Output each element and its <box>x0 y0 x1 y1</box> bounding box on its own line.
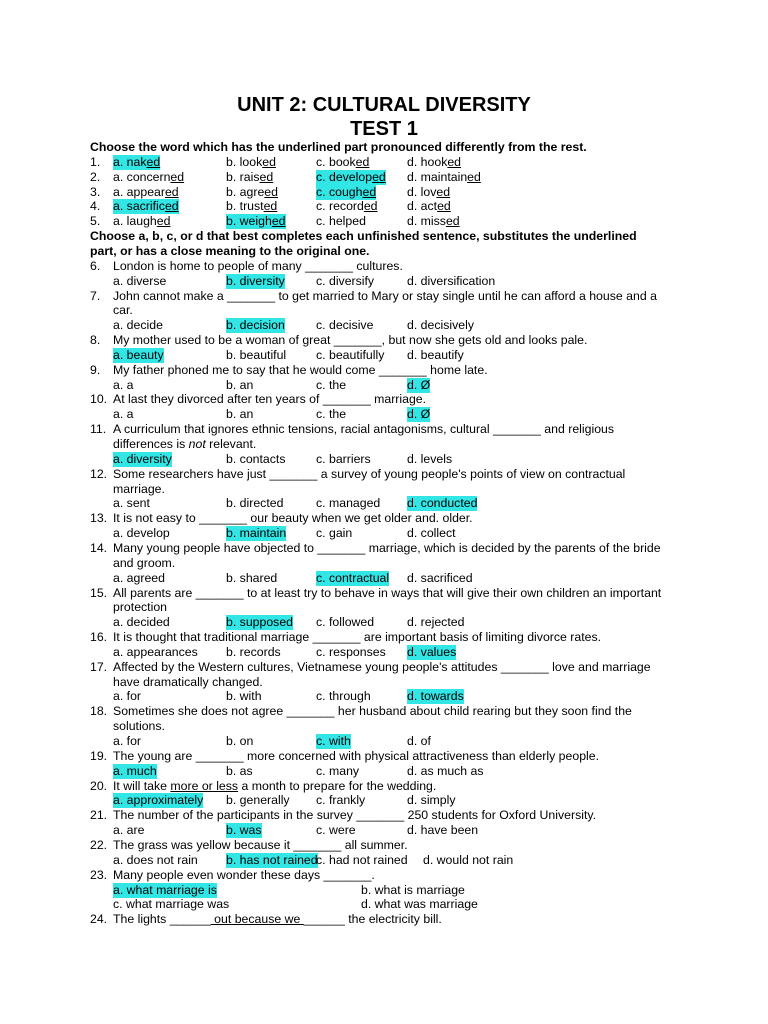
answer-option-b[interactable]: b. looked <box>226 154 276 169</box>
question-number: 19. <box>90 748 108 763</box>
answer-option-d[interactable]: d. of <box>407 734 431 748</box>
answer-option-d[interactable]: d. what was marriage <box>361 897 478 912</box>
answer-options <box>113 823 673 838</box>
answer-option-c[interactable]: c. beautifully <box>316 347 385 362</box>
answer-options <box>113 214 673 229</box>
answer-option-d[interactable]: d. maintained <box>407 169 481 184</box>
answer-option-c[interactable]: c. followed <box>316 615 375 630</box>
answer-options <box>113 155 673 170</box>
answer-options <box>113 185 673 200</box>
answer-option-d[interactable]: d. would not rain <box>423 852 514 867</box>
question-text: It is thought that traditional marriage _______ are important basis of limiting divorce rates. <box>113 630 602 645</box>
answer-options <box>113 645 673 660</box>
question-number: 2. <box>90 169 101 184</box>
question-text: The grass was yellow because it _______ all summer. <box>113 837 408 852</box>
document-title: UNIT 2: CULTURAL DIVERSITY <box>237 94 531 116</box>
answer-option-c[interactable]: c. were <box>316 823 356 838</box>
question-text: At last they divorced after ten years of _______ marriage. <box>113 392 427 407</box>
question-number: 9. <box>90 362 101 377</box>
answer-option-b[interactable]: b. maintain <box>226 526 287 541</box>
answer-option-d[interactable]: d. conducted <box>407 496 478 511</box>
question-number: 22. <box>90 837 108 852</box>
answer-options <box>113 897 673 912</box>
answer-option-a[interactable]: a. approximately <box>113 793 204 808</box>
answer-option-b[interactable]: b. agreed <box>226 184 278 199</box>
answer-option-c[interactable]: c. booked <box>316 154 370 169</box>
question-number: 7. <box>90 288 101 303</box>
question-number: 21. <box>90 808 108 823</box>
underlined-part: ed <box>467 169 481 184</box>
answer-option-b[interactable]: b. contacts <box>226 451 286 466</box>
answer-options <box>113 793 673 808</box>
question-number: 3. <box>90 184 101 199</box>
underlined-part: ed <box>262 154 276 169</box>
answer-option-a[interactable]: a. laughed <box>113 214 171 229</box>
answer-option-a[interactable]: a. does not rain <box>113 852 198 867</box>
answer-option-c[interactable]: c. contractual <box>316 570 390 585</box>
question-number: 20. <box>90 778 108 793</box>
answer-option-a[interactable]: a. are <box>113 823 145 838</box>
question-number: 5. <box>90 214 101 229</box>
question-text: John cannot make a _______ to get married to Mary or stay single until he can afford a house and a <box>113 288 657 303</box>
question-text: and groom. <box>113 555 176 570</box>
answer-option-d[interactable]: d. as much as <box>407 763 484 778</box>
underlined-phrase: out because we <box>210 912 304 927</box>
answer-option-c[interactable]: c. had not rained <box>316 852 408 867</box>
question-text: My mother used to be a woman of great _______, but now she gets old and looks pale. <box>113 333 588 348</box>
answer-option-b[interactable]: b. as <box>226 763 253 778</box>
answer-options <box>113 348 673 363</box>
answer-option-c[interactable]: c. recorded <box>316 199 378 214</box>
question-number: 6. <box>90 258 101 273</box>
underlined-part: ed <box>363 199 378 214</box>
question-number: 1. <box>90 154 101 169</box>
answer-options <box>113 689 673 704</box>
answer-option-b[interactable]: b. an <box>226 377 254 392</box>
answer-option-d[interactable]: d. hooked <box>407 154 462 169</box>
question-number: 17. <box>90 659 108 674</box>
answer-option-a[interactable]: a. for <box>113 734 142 748</box>
question-number: 8. <box>90 333 101 348</box>
answer-option-d[interactable]: d. beautify <box>407 347 464 362</box>
answer-options <box>113 883 673 898</box>
answer-options <box>113 452 673 467</box>
question-text: Some researchers have just _______ a survey of young people's points of view on contractual <box>113 466 626 481</box>
answer-option-d[interactable]: d. Ø <box>407 407 431 422</box>
question-text: The young are _______ more concerned with physical attractiveness than elderly people. <box>113 748 600 763</box>
answer-option-b[interactable]: b. on <box>226 734 254 748</box>
question-text: The number of the participants in the survey _______ 250 students for Oxford University. <box>113 808 597 823</box>
underlined-part: ed <box>362 184 377 199</box>
question-text: All parents are _______ to at least try to behave in ways that will give their own children an important <box>113 585 662 600</box>
underlined-part: ed <box>259 169 274 184</box>
answer-options <box>113 526 673 541</box>
answer-option-d[interactable]: d. collect <box>407 526 456 541</box>
section2-instruction-line-2: part, or has a close meaning to the original one. <box>90 243 370 258</box>
question-number: 18. <box>90 704 108 719</box>
answer-option-a[interactable]: a. decided <box>113 615 170 630</box>
answer-option-b[interactable]: b. supposed <box>226 615 294 630</box>
question-number: 4. <box>90 199 101 214</box>
question-text: have dramatically changed. <box>113 674 263 689</box>
answer-option-d[interactable]: d. decisively <box>407 318 474 333</box>
answer-option-b[interactable]: b. trusted <box>226 199 278 214</box>
underlined-part: ed <box>437 199 451 214</box>
answer-option-d[interactable]: d. missed <box>407 214 460 229</box>
question-number: 15. <box>90 585 108 600</box>
section1-instruction: Choose the word which has the underlined part pronounced differently from the rest. <box>90 140 587 154</box>
answer-option-c[interactable]: c. what marriage was <box>113 897 230 912</box>
answer-option-b[interactable]: b. decision <box>226 318 285 333</box>
answer-option-a[interactable]: a. sent <box>113 496 150 511</box>
answer-option-a[interactable]: a. beauty <box>113 347 164 362</box>
question-text: Affected by the Western cultures, Vietnamese young people's attitudes _______ love and marriage <box>113 659 651 674</box>
question-number: 11. <box>90 422 107 437</box>
answer-options <box>113 615 673 630</box>
answer-option-a[interactable]: a. agreed <box>113 570 165 585</box>
underlined-part: ed <box>264 184 278 199</box>
answer-option-d[interactable]: d. sacrificed <box>407 570 473 585</box>
answer-option-a[interactable]: a. for <box>113 689 142 704</box>
question-number: 14. <box>90 540 108 555</box>
answer-option-b[interactable]: b. has not rained <box>226 852 318 867</box>
question-text: marriage. <box>113 481 165 496</box>
answer-option-d[interactable]: d. values <box>407 644 457 659</box>
answer-options <box>113 378 673 393</box>
answer-options <box>113 571 673 586</box>
question-text: car. <box>113 303 133 318</box>
answer-option-c[interactable]: c. decisive <box>316 318 374 333</box>
underlined-part: ed <box>355 154 370 169</box>
answer-option-a[interactable]: a. naked <box>113 154 161 169</box>
section2-instruction-line-1: Choose a, b, c, or d that best completes each unfinished sentence, substitutes the underlined <box>90 229 637 244</box>
answer-options <box>113 496 673 511</box>
question-number: 24. <box>90 912 108 927</box>
answer-option-a[interactable]: a. develop <box>113 526 170 541</box>
answer-options <box>113 170 673 185</box>
underlined-phrase: more or less <box>170 778 239 793</box>
answer-option-a[interactable]: a. diversity <box>113 451 172 466</box>
underlined-part: ed <box>164 184 179 199</box>
answer-options <box>113 274 673 289</box>
question-text: London is home to people of many _______ cultures. <box>113 258 403 273</box>
answer-option-a[interactable]: a. what marriage is <box>113 882 217 897</box>
answer-option-b[interactable]: b. what is marriage <box>361 882 465 897</box>
answer-option-d[interactable]: d. loved <box>407 184 451 199</box>
answer-option-a[interactable]: a. much <box>113 763 157 778</box>
answer-option-b[interactable]: b. shared <box>226 570 278 585</box>
question-text: It will take more or less a month to prepare for the wedding. <box>113 778 437 793</box>
answer-options <box>113 318 673 333</box>
underlined-part: ed <box>372 169 386 184</box>
question-text: Many young people have objected to _______ marriage, which is decided by the parents of the bride <box>113 540 661 555</box>
answer-option-a[interactable]: a. a <box>113 407 134 422</box>
answer-option-c[interactable]: c. the <box>316 377 347 392</box>
answer-option-d[interactable]: d. diversification <box>407 273 496 288</box>
question-number: 10. <box>90 392 108 407</box>
answer-option-b[interactable]: b. with <box>226 689 262 704</box>
answer-option-a[interactable]: a. concerned <box>113 169 185 184</box>
question-text: My father phoned me to say that he would come _______ home late. <box>113 362 488 377</box>
answer-option-a[interactable]: a. diverse <box>113 273 167 288</box>
answer-options <box>113 407 673 422</box>
answer-options <box>113 764 673 779</box>
answer-option-c[interactable]: c. developed <box>316 169 386 184</box>
underlined-part: ed <box>170 169 185 184</box>
question-text: Many people even wonder these days _______. <box>113 867 375 882</box>
answer-option-b[interactable]: b. directed <box>226 496 284 511</box>
answer-option-b[interactable]: b. generally <box>226 793 290 808</box>
answer-option-c[interactable]: c. responses <box>316 644 386 659</box>
answer-option-a[interactable]: a. a <box>113 377 134 392</box>
document-subtitle: TEST 1 <box>350 118 418 140</box>
answer-option-b[interactable]: b. weighed <box>226 214 286 229</box>
underlined-part: ed <box>447 154 462 169</box>
answer-option-c[interactable]: c. barriers <box>316 451 371 466</box>
emphasis-text: not <box>188 437 206 451</box>
answer-option-b[interactable]: b. was <box>226 823 262 838</box>
answer-option-c[interactable]: c. helped <box>316 214 366 229</box>
answer-options <box>113 199 673 214</box>
underlined-part: ed <box>146 154 161 169</box>
answer-options <box>113 853 673 868</box>
question-number: 12. <box>90 466 108 481</box>
underlined-part: ed <box>445 214 460 229</box>
answer-option-c[interactable]: c. through <box>316 689 371 704</box>
answer-option-a[interactable]: a. sacrificed <box>113 199 179 214</box>
answer-option-a[interactable]: a. appearances <box>113 644 198 659</box>
question-number: 13. <box>90 511 108 526</box>
answer-option-b[interactable]: b. an <box>226 407 254 422</box>
answer-option-c[interactable]: c. diversify <box>316 273 375 288</box>
question-text: Sometimes she does not agree _______ her husband about child rearing but they soon find the <box>113 704 632 719</box>
answer-option-c[interactable]: c. with <box>316 734 351 748</box>
answer-option-c[interactable]: c. the <box>316 407 347 422</box>
answer-option-d[interactable]: d. rejected <box>407 615 465 630</box>
question-text: The lights ______ out because we ______ the electricity bill. <box>113 912 442 927</box>
question-number: 16. <box>90 630 108 645</box>
question-number: 23. <box>90 867 108 882</box>
answer-option-c[interactable]: c. many <box>316 763 360 778</box>
underlined-part: ed <box>263 199 278 214</box>
answer-option-c[interactable]: c. managed <box>316 496 381 511</box>
answer-options <box>113 734 673 749</box>
answer-option-a[interactable]: a. appeared <box>113 184 179 199</box>
answer-option-c[interactable]: c. coughed <box>316 184 377 199</box>
answer-option-b[interactable]: b. diversity <box>226 273 285 288</box>
question-text: protection <box>113 600 168 615</box>
answer-option-d[interactable]: d. Ø <box>407 377 431 392</box>
answer-option-b[interactable]: b. raised <box>226 169 274 184</box>
question-text: solutions. <box>113 719 165 734</box>
question-text: A curriculum that ignores ethnic tensions, racial antagonisms, cultural _______ and religious <box>113 422 615 437</box>
question-text: It is not easy to _______ our beauty when we get older and. older. <box>113 511 473 526</box>
underlined-part: ed <box>271 214 286 229</box>
question-text: differences is not relevant. <box>113 437 257 451</box>
answer-option-b[interactable]: b. beautiful <box>226 347 287 362</box>
underlined-part: ed <box>156 214 171 229</box>
underlined-part: ed <box>164 199 179 214</box>
answer-option-a[interactable]: a. decide <box>113 318 163 333</box>
answer-option-c[interactable]: c. frankly <box>316 793 366 808</box>
answer-option-c[interactable]: c. gain <box>316 526 353 541</box>
answer-option-d[interactable]: d. acted <box>407 199 451 214</box>
answer-option-b[interactable]: b. records <box>226 644 281 659</box>
underlined-part: ed <box>436 184 451 199</box>
answer-option-d[interactable]: d. have been <box>407 823 479 838</box>
answer-option-d[interactable]: d. levels <box>407 451 453 466</box>
answer-option-d[interactable]: d. towards <box>407 689 464 704</box>
answer-option-d[interactable]: d. simply <box>407 793 456 808</box>
